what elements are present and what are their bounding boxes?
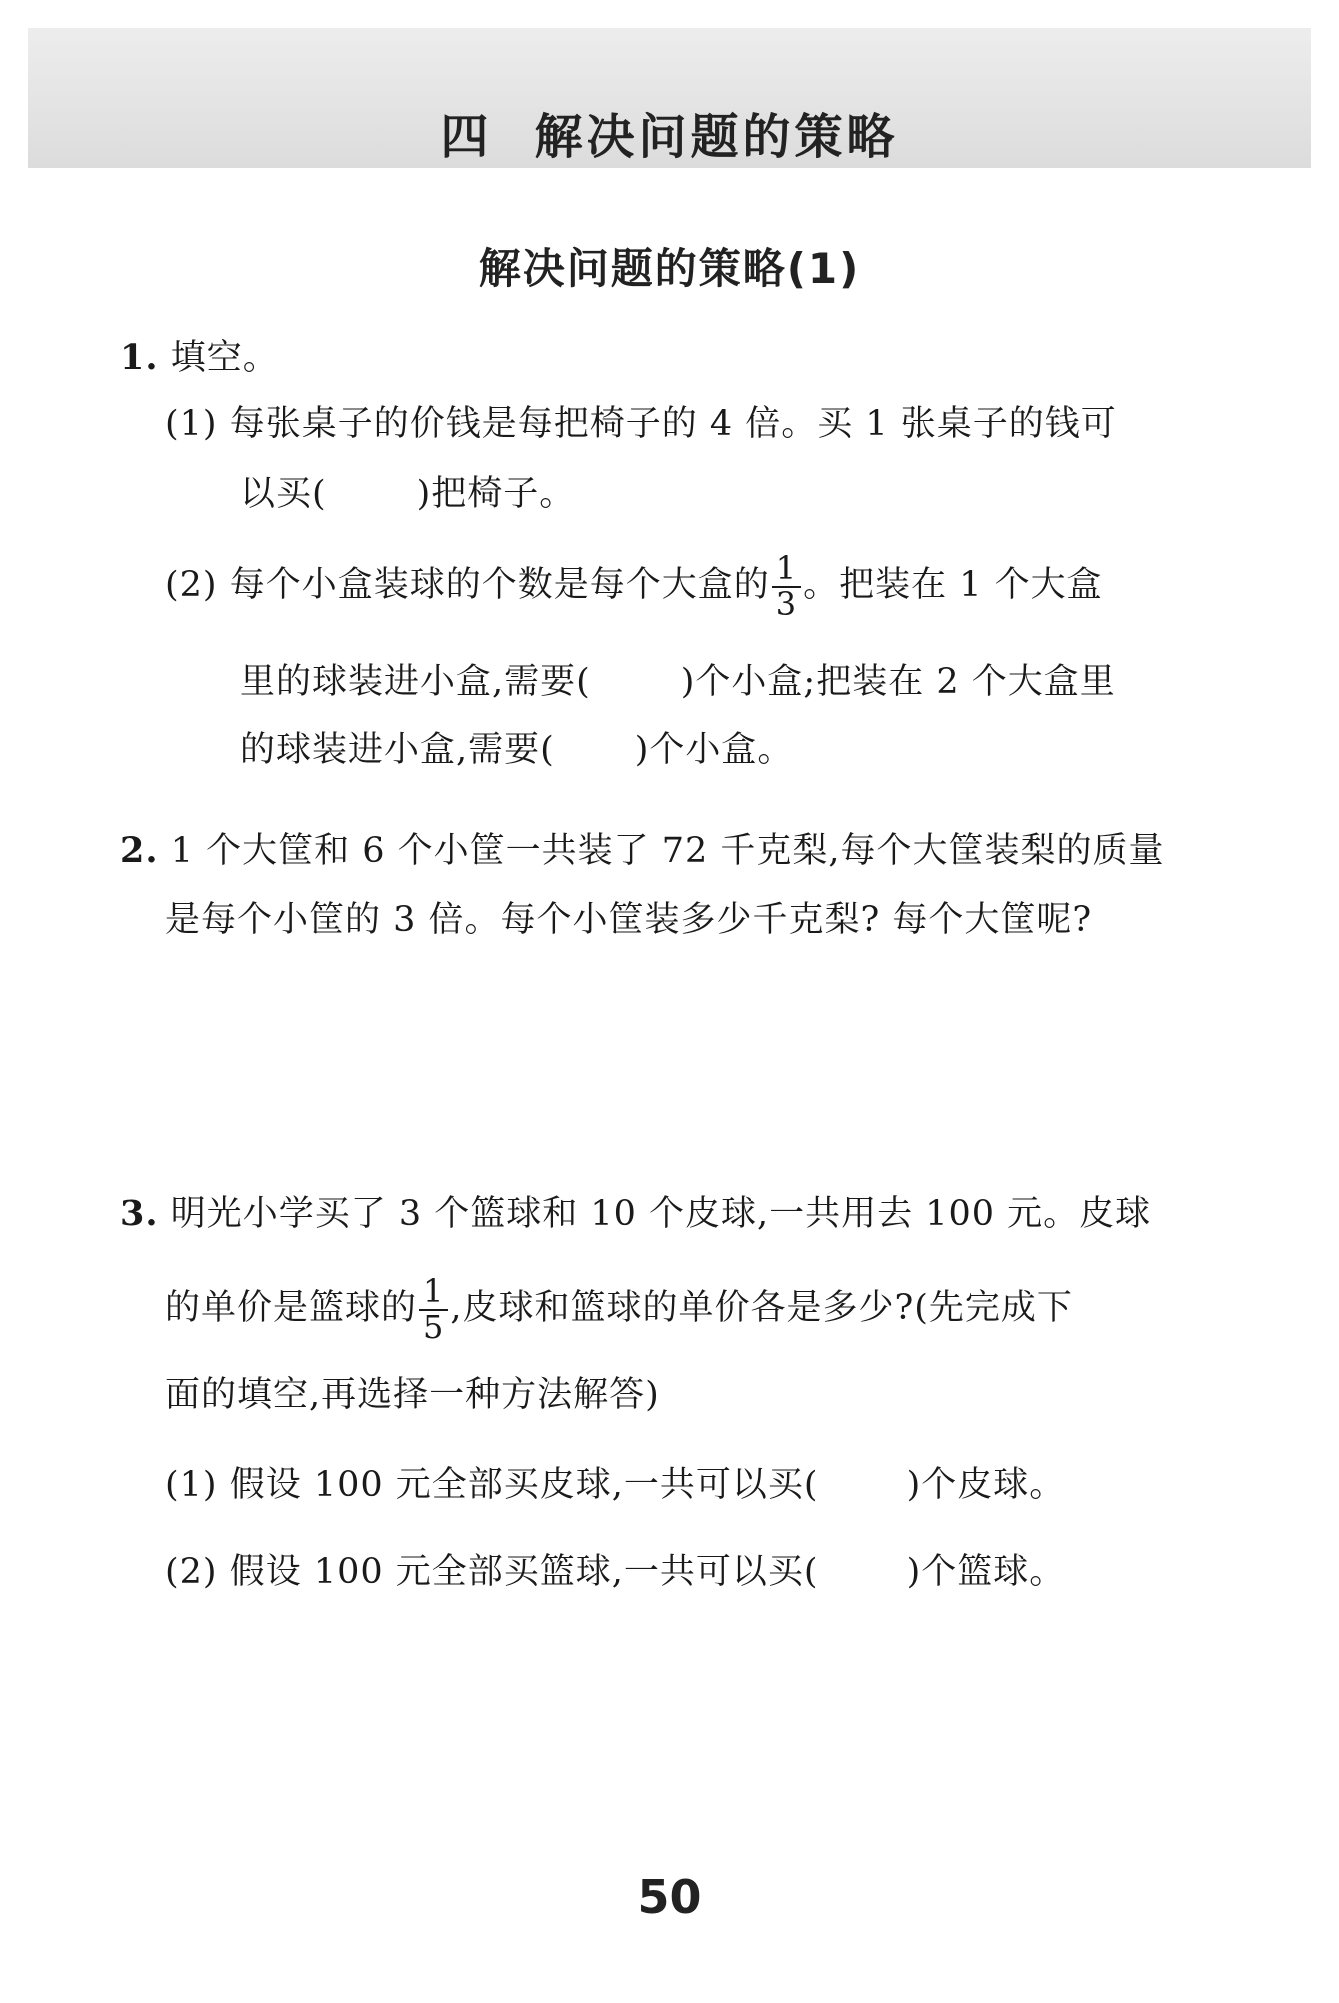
question-3-line3 bbox=[165, 1375, 660, 1415]
text-segment: 的球装进小盒,需要( bbox=[240, 730, 555, 770]
question-1-heading bbox=[120, 337, 279, 378]
q1-part2-line1 bbox=[165, 549, 1103, 623]
question-text: 填空。 bbox=[170, 338, 279, 378]
question-number: 2. bbox=[120, 830, 159, 871]
fraction-denominator: 3 bbox=[775, 584, 798, 623]
fraction-numerator: 1 bbox=[419, 1275, 448, 1311]
text-segment: 。把装在 1 个大盒 bbox=[803, 565, 1103, 606]
page-number: 50 bbox=[637, 1870, 702, 1924]
question-2-line2 bbox=[165, 900, 1093, 940]
text-segment: )个小盒;把装在 2 个大盒里 bbox=[680, 662, 1116, 702]
question-number: 1. bbox=[120, 337, 159, 378]
text-segment: 以买( bbox=[240, 474, 327, 514]
part-label: (1) bbox=[165, 1465, 218, 1505]
text-segment: 每个小盒装球的个数是每个大盒的 bbox=[229, 565, 770, 606]
part-label: (2) bbox=[165, 1552, 218, 1592]
question-text: 面的填空,再选择一种方法解答) bbox=[165, 1375, 660, 1415]
q3-part1 bbox=[165, 1465, 1066, 1505]
part-text: 每张桌子的价钱是每把椅子的 4 倍。买 1 张桌子的钱可 bbox=[229, 404, 1117, 444]
q1-part2-line3 bbox=[240, 730, 794, 770]
text-segment: )个皮球。 bbox=[906, 1465, 1066, 1505]
question-number: 3. bbox=[120, 1193, 159, 1234]
question-text: 是每个小筐的 3 倍。每个小筐装多少千克梨? 每个大筐呢? bbox=[165, 900, 1093, 940]
fraction-one-fifth bbox=[419, 1272, 448, 1346]
part-label: (2) bbox=[165, 565, 218, 606]
question-text: 1 个大筐和 6 个小筐一共装了 72 千克梨,每个大筐装梨的质量 bbox=[170, 831, 1165, 871]
fraction-one-third bbox=[772, 549, 801, 623]
section-title: 解决问题的策略(1) bbox=[478, 244, 861, 293]
text-segment: 里的球装进小盒,需要( bbox=[240, 662, 591, 702]
chapter-title-text: 解决问题的策略 bbox=[534, 109, 899, 165]
text-segment: )把椅子。 bbox=[416, 474, 576, 514]
text-segment: 的单价是篮球的 bbox=[165, 1288, 418, 1329]
q1-part1-line1 bbox=[165, 404, 1117, 444]
text-segment: ,皮球和篮球的单价各是多少?(先完成下 bbox=[450, 1288, 1073, 1329]
question-2-line1 bbox=[120, 830, 1165, 871]
q3-part2 bbox=[165, 1552, 1066, 1592]
fraction-numerator: 1 bbox=[772, 552, 801, 588]
part-label: (1) bbox=[165, 404, 218, 444]
q1-part2-line2 bbox=[240, 662, 1116, 702]
question-3-line2 bbox=[165, 1272, 1073, 1346]
text-segment: 假设 100 元全部买皮球,一共可以买( bbox=[229, 1465, 819, 1505]
text-segment: )个篮球。 bbox=[906, 1552, 1066, 1592]
text-segment: )个小盒。 bbox=[634, 730, 794, 770]
fraction-denominator: 5 bbox=[423, 1307, 445, 1346]
chapter-number: 四 bbox=[440, 109, 493, 165]
question-text: 明光小学买了 3 个篮球和 10 个皮球,一共用去 100 元。皮球 bbox=[170, 1194, 1152, 1234]
question-3-line1 bbox=[120, 1193, 1152, 1234]
text-segment: 假设 100 元全部买篮球,一共可以买( bbox=[229, 1552, 819, 1592]
q1-part1-line2 bbox=[240, 474, 576, 514]
chapter-title bbox=[0, 98, 1339, 167]
